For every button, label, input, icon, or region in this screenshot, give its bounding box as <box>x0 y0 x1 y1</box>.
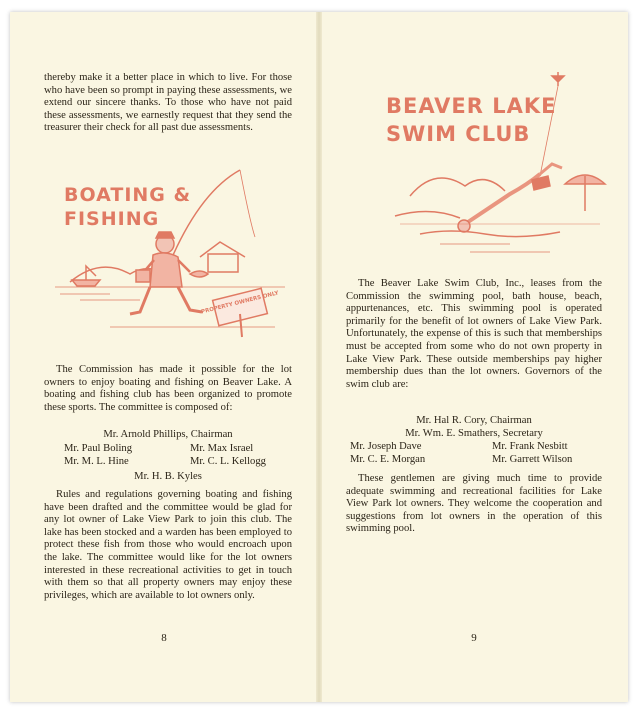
committee-member: Mr. Paul Boling <box>64 443 132 454</box>
boating-committee-members <box>44 443 292 473</box>
left-intro-paragraph: thereby make it a better place in which to live. For those who have been so prompt in paying these assessments, we extend our sincere thanks. To those who have not paid these assessments, we earnestly request that they send the treasurer their check for all past due assessments. <box>44 72 292 134</box>
committee-member: Mr. Max Israel <box>190 443 254 454</box>
governor: Mr. Frank Nesbitt <box>492 441 568 452</box>
boating-last-member: Mr. H. B. Kyles <box>134 471 202 482</box>
swim-governors <box>346 441 602 471</box>
swim-heading-line1: BEAVER LAKE <box>386 94 557 118</box>
swim-closing-paragraph: These gentlemen are giving much time to provide adequate swimming and recreational facilities for Lake View Park lot owners. They welcome the cooperation and suggestions from lot owners in the operation of this swimming pool. <box>346 473 602 535</box>
left-page <box>10 12 318 702</box>
sign-text: PROPERTY OWNERS ONLY <box>200 290 280 316</box>
governor: Mr. Joseph Dave <box>350 441 422 452</box>
swim-chairman: Mr. Hal R. Cory, Chairman <box>416 415 532 426</box>
boating-rules-paragraph: Rules and regulations governing boating and fishing have been drafted and the committee would be glad for any lot owner of Lake View Park to join this club. The lake has been stocked and a warden has been employed to protect these fish from those who would encroach upon the lake. The committee would like for the lot owners interested in these recreational activities to get in touch with them so that all property owners may enjoy these privileges, which are available to lot owners only. <box>44 489 292 601</box>
swim-secretary: Mr. Wm. E. Smathers, Secretary <box>405 428 543 439</box>
boating-heading-line1: BOATING & <box>64 184 192 206</box>
committee-member: Mr. C. L. Kellogg <box>190 456 266 467</box>
diver-illustration <box>390 66 610 262</box>
governor: Mr. C. E. Morgan <box>350 454 426 465</box>
boating-paragraph: The Commission has made it possible for the lot owners to enjoy boating and fishing on Beaver Lake. A boating and fishing club has been organized to promote these sports. The committee is composed of: <box>44 364 292 413</box>
booklet-spread <box>10 12 628 702</box>
swim-club-paragraph: The Beaver Lake Swim Club, Inc., leases from the Commission the swimming pool, bath house, beach, appurtenances, etc. This swimming pool is operated primarily for the benefit of lot owners of Lake View Park. Unfortunately, the expense of this is such that memberships must be accepted from some who do not own property in Lake View Park. These outside memberships pay higher membership dues than the lot owners. Governors of the swim club are: <box>346 278 602 390</box>
boating-chairman: Mr. Arnold Phillips, Chairman <box>103 429 233 440</box>
committee-member: Mr. M. L. Hine <box>64 456 129 467</box>
governor: Mr. Garrett Wilson <box>492 454 573 465</box>
swim-heading-line2: SWIM CLUB <box>386 122 531 146</box>
boating-heading-line2: FISHING <box>64 208 160 230</box>
page-number-right: 9 <box>471 632 477 644</box>
right-page <box>320 12 628 702</box>
fisherman-illustration <box>50 162 290 342</box>
page-number-left: 8 <box>161 632 167 644</box>
